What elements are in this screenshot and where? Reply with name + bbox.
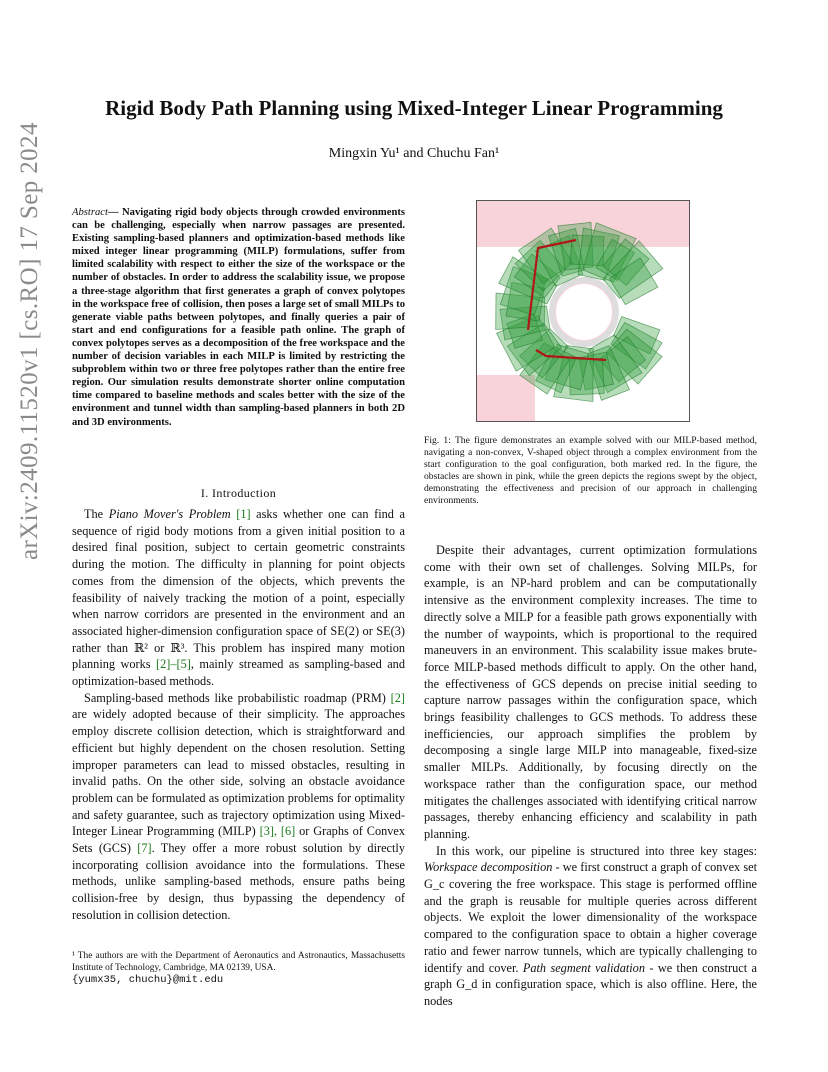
obstacle-bottom-left [477,375,535,421]
citation-link[interactable]: [7] [137,841,152,856]
paragraph: The Piano Mover's Problem [1] asks whether one can find a sequence of rigid body motions from a given initial position to a desired final position, subject to certain geometric constraints during the motion. The difficulty in planning for point objects comes from the dimension of the objects, which prevents the feasibility of naively tracking the motion of a point, especially when narrow corridors are presented in the environment and an associated higher-dimension configuration space of SE(2) or SE(3) rather than ℝ² or ℝ³. This problem has inspired many motion planning works [2]–[5], mainly streamed as sampling-based and optimization-based methods. [72,507,405,689]
citation-link[interactable]: [1] [236,507,251,521]
figure-1 [476,200,690,422]
paragraph: Despite their advantages, current optimization formulations come with their own set of challenges. Solving MILPs, for example, is an NP-hard problem and can be computationally intensive as the environment complexity increases. The time to directly solve a MILP for a feasible path grows exponentially with the number of waypoints, which is proportional to the required maneuvers in an environment. This scalability issue makes brute-force MILP-based methods difficult to apply. On the other hand, the effectiveness of GCS depends on precise initial seeding to capture narrow passages within the configuration space, which brings feasibility challenges to GCS methods. To address these inefficiencies, our approach simplifies the problem by decomposing a single large MILP into manageable, fixed-size smaller MILPs. Additionally, by focusing directly on the workspace rather than the configuration space, our method mitigates the challenges associated with identifying critical narrow passages, thereby enhancing efficiency and scalability in path planning. [424,543,757,841]
center-hole [556,284,612,340]
paragraph: Sampling-based methods like probabilistic roadmap (PRM) [2] are widely adopted because of their simplicity. The approaches employ discrete collision detection, which is straightforward and efficient but highly dependent on the chosen resolution. Setting improper parameters can lead to missed obstacles, resulting in invalid paths. On the other side, solving an obstacle avoidance problem can be formulated as optimization problems for optimality and safety guarantee, such as trajectory optimization using Mixed-Integer Linear Programming (MILP) [3], [6] or Graphs of Convex Sets (GCS) [7]. They offer a more robust solution by directly incorporating collision avoidance into the formulations. These methods, unlike sampling-based methods, ensure paths being collision-free by design, thus bypassing the dependency of resolution in collision detection. [72,690,406,922]
citation-link[interactable]: [2] [390,690,405,705]
footnote: ¹ The authors are with the Department of Aeronautics and Astronautics, Massachusetts Institute of Technology, Cambridge, MA 02139, USA. {yumx35, chuchu}@mit.edu [72,951,405,986]
abstract-label: Abstract [72,207,108,218]
section-heading-introduction: I. Introduction [200,486,277,500]
author-emails: {yumx35, chuchu}@mit.edu [72,974,224,986]
abstract [72,206,405,429]
figure-1-plot [476,200,690,422]
citation-link[interactable]: [2]–[5] [156,657,191,672]
paper-title: Rigid Body Path Planning using Mixed-Integer Linear Programming [105,96,723,120]
paragraph: In this work, our pipeline is structured into three key stages: Workspace decomposition - we first construct a graph of convex set G_c covering the free workspace. This stage is performed offline and the graph is reusable for multiple queries across different objects. We exploit the lower dimensionality of the workspace compared to the configuration space to obtain a higher coverage ratio and fewer narrow tunnels, which are typically challenging to identify and cover. Path segment validation - we then construct a graph G_d in configuration space, which is also offline. Here, the nodes [424,843,757,1008]
introduction-body [72,506,405,924]
arxiv-identifier: arXiv:2409.11520v1 [cs.RO] 17 Sep 2024 [16,122,43,560]
abstract-text: — Navigating rigid body objects through crowded environments can be challenging, especially when narrow passages are presented. Existing sampling-based planners and optimization-based methods like mixed integer linear programming (MILP) formulations, suffer from limited scalability with respect to either the size of the workspace or the number of obstacles. In order to address the scalability issue, we propose a three-stage algorithm that first generates a graph of convex polytopes in the workspace free of collision, then poses a large set of small MILPs to generate viable paths between polytopes, and finally queries a pair of start and end configurations for a feasible path online. The graph of convex polytopes serves as a decomposition of the free workspace and the number of decision variables in each MILP is limited by restricting the subproblem within two or three free polytopes rather than the entire free region. Our simulation results demonstrate shorter online computation time compared to baseline methods and scales better with the size of the environment and tunnel width than sampling-based planners in both 2D and 3D environments. [72,207,405,428]
paper-authors: Mingxin Yu¹ and Chuchu Fan¹ [328,146,500,161]
citation-link[interactable]: [3], [6] [259,824,296,839]
figure-caption: Fig. 1: The figure demonstrates an example solved with our MILP-based method, navigating a non-convex, V-shaped object through a complex environment from the start configuration to the goal configuration, both marked red. In the figure, the obstacles are shown in pink, while the green depicts the regions swept by the object, demonstrating the effectiveness and precision of our approach in challenging environments. [424,435,757,507]
right-column-body [424,542,757,1010]
